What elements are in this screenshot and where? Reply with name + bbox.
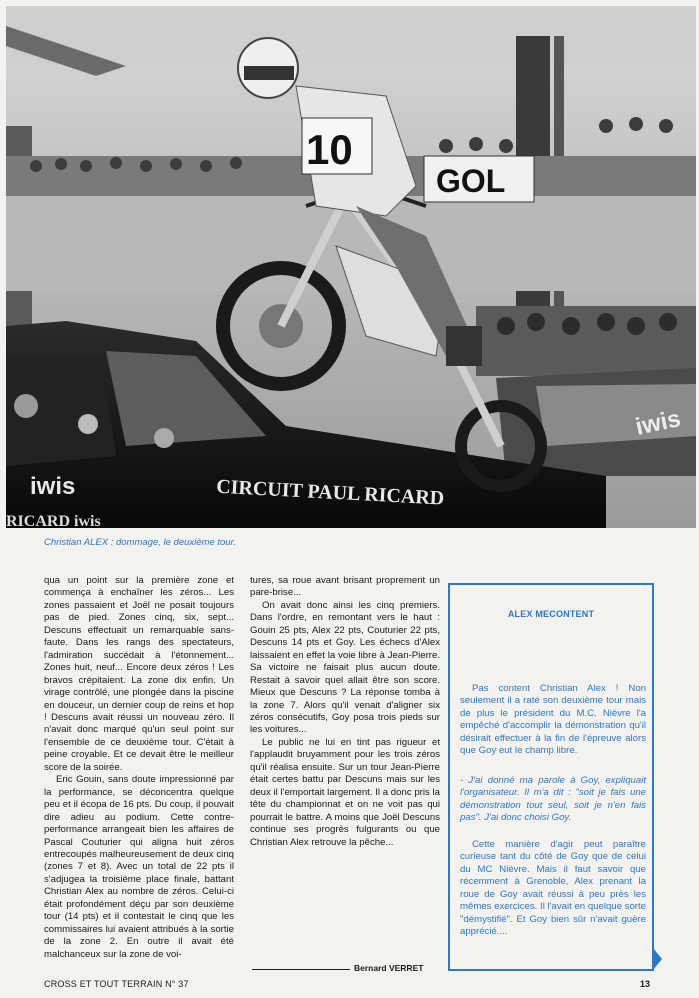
page-number: 13 [640, 979, 651, 989]
article-paragraph: Eric Gouin, sans doute impressionné par la performance, se déconcentra quelque peu et il écopa de 16 pts. Du coup, il pouvait dire adieu au podium. Cette contre-performance arrangeait bien les affaires de Pascal Couturier qui aligna huit zéros entrecoupés malheureusement de deux cinq (zones 7 et 8). Avec un total de 22 pts il s'adjugea la troisième place finale, battant Christian Alex au nombre de zéros. Celui-ci était profondément déçu par son deuxième tour (14 pts) et il contestait le cinq que les commissaires lui avaient attribués à la sortie de la zone 2. En outre il avait été malchanceux sur la zone de voi- [44, 774, 234, 960]
article-paragraph: tures, sa roue avant brisant proprement un pare-brise... [250, 575, 440, 599]
photo-caption: Christian ALEX : dommage, le deuxième tour. [44, 537, 237, 548]
sidebar-quote: - J'ai donné ma parole à Goy, expliquait l'organisateur. Il m'a dit : "soit je fais une démonstration tout seul, soit je n'en fais pas". J'ai donc choisi Goy. [460, 775, 646, 824]
sidebar-title: ALEX MECONTENT [507, 609, 595, 619]
article-paragraph: On avait donc ainsi les cinq premiers. Dans l'ordre, en remontant vers le haut : Gouin 25 pts, Alex 22 pts, Couturier 22 pts, Descuns 14 pts et Goy. Les échecs d'Alex laissaient en effet la voie libre à Jean-Pierre. Sa victoire ne faisait plus aucun doute. Restait à savoir quel allait être son score. Mieux que Descuns ? La réponse tomba à la zone 7. Alors qu'il venait d'aligner six zéros consécutifs, Goy posa trois pieds sur les voitures... [250, 599, 440, 736]
car-ad-iwis: iwis [30, 473, 76, 500]
article-paragraph: qua un point sur la première zone et commença à enchaîner les zéros... Les zones passaient et Joël ne posait toujours pas de pied. Zones cinq, six, sept... Descuns effectuait un remarquable sans-faute. Dans les rangs des spectateurs, l'admiration succédait à l'étonnement... Zones huit, neuf... Encore deux zéros ! Les bravos crépitaient. La zone dix enfin. Un virage contrôlé, une plongée dans la piscine en douceur, un dernier coup de reins et hop ! Descuns avait réussi un nouveau zéro. Il n'avait donc marqué qu'un seul point sur l'ensemble de ce deuxième tour. C'était à peine croyable. Et ce devait être le meilleur score de la soirée. [44, 575, 234, 773]
sidebar-paragraph: Pas content Christian Alex ! Non seulement il a raté son deuxième tour mais de plus le président du M.C. Niévre l'a empêché d'accomplir la démonstration qu'il désirait effectuer à la fin de l'épreuve alors que Goy eut le champ libre. [460, 683, 646, 757]
article-paragraph: Le public ne lui en tint pas rigueur et l'applaudit bruyamment pour les trois zéros qu'il réalisa ensuite. Sur un tour Jean-Pierre était certes battu par Descuns mais sur les deux il l'emportait largement. Il a donc pris la tête du championnat et on ne voit pas qui pourrait le battre. A moins que Joël Descuns continue ses progrès fulgurants ou que Christian Alex retrouve la pêche... [250, 736, 440, 848]
car-ad-right: iwis [633, 405, 684, 441]
car-ad-ricard-iwis: RICARD iwis [6, 513, 101, 528]
article-column-2 [250, 575, 440, 849]
photo-illustration [6, 6, 696, 528]
banner-text: GOL [436, 163, 506, 199]
signature-rule [252, 969, 350, 970]
car-ad-paul-ricard: CIRCUIT PAUL RICARD [215, 475, 445, 510]
continue-arrow-icon [653, 948, 662, 970]
sidebar-box [448, 583, 654, 971]
article-column-1 [44, 575, 234, 961]
rider-number: 10 [306, 126, 353, 173]
author-signature: Bernard VERRET [354, 963, 424, 973]
trial-photo [6, 6, 696, 528]
sidebar-paragraph: Cette manière d'agir peut paraître curieuse tant du côté de Goy que de celui du MC Nièvre. Mais il faut savoir que récemment à Grenoble, Alex prenant la roue de Goy avait réussi à peu près les mêmes exercices. Il l'avait en quelque sorte "démystifié". Et Goy bien sûr n'avait guère apprécié.... [460, 839, 646, 938]
magazine-footer: CROSS ET TOUT TERRAIN N° 37 [44, 979, 189, 989]
